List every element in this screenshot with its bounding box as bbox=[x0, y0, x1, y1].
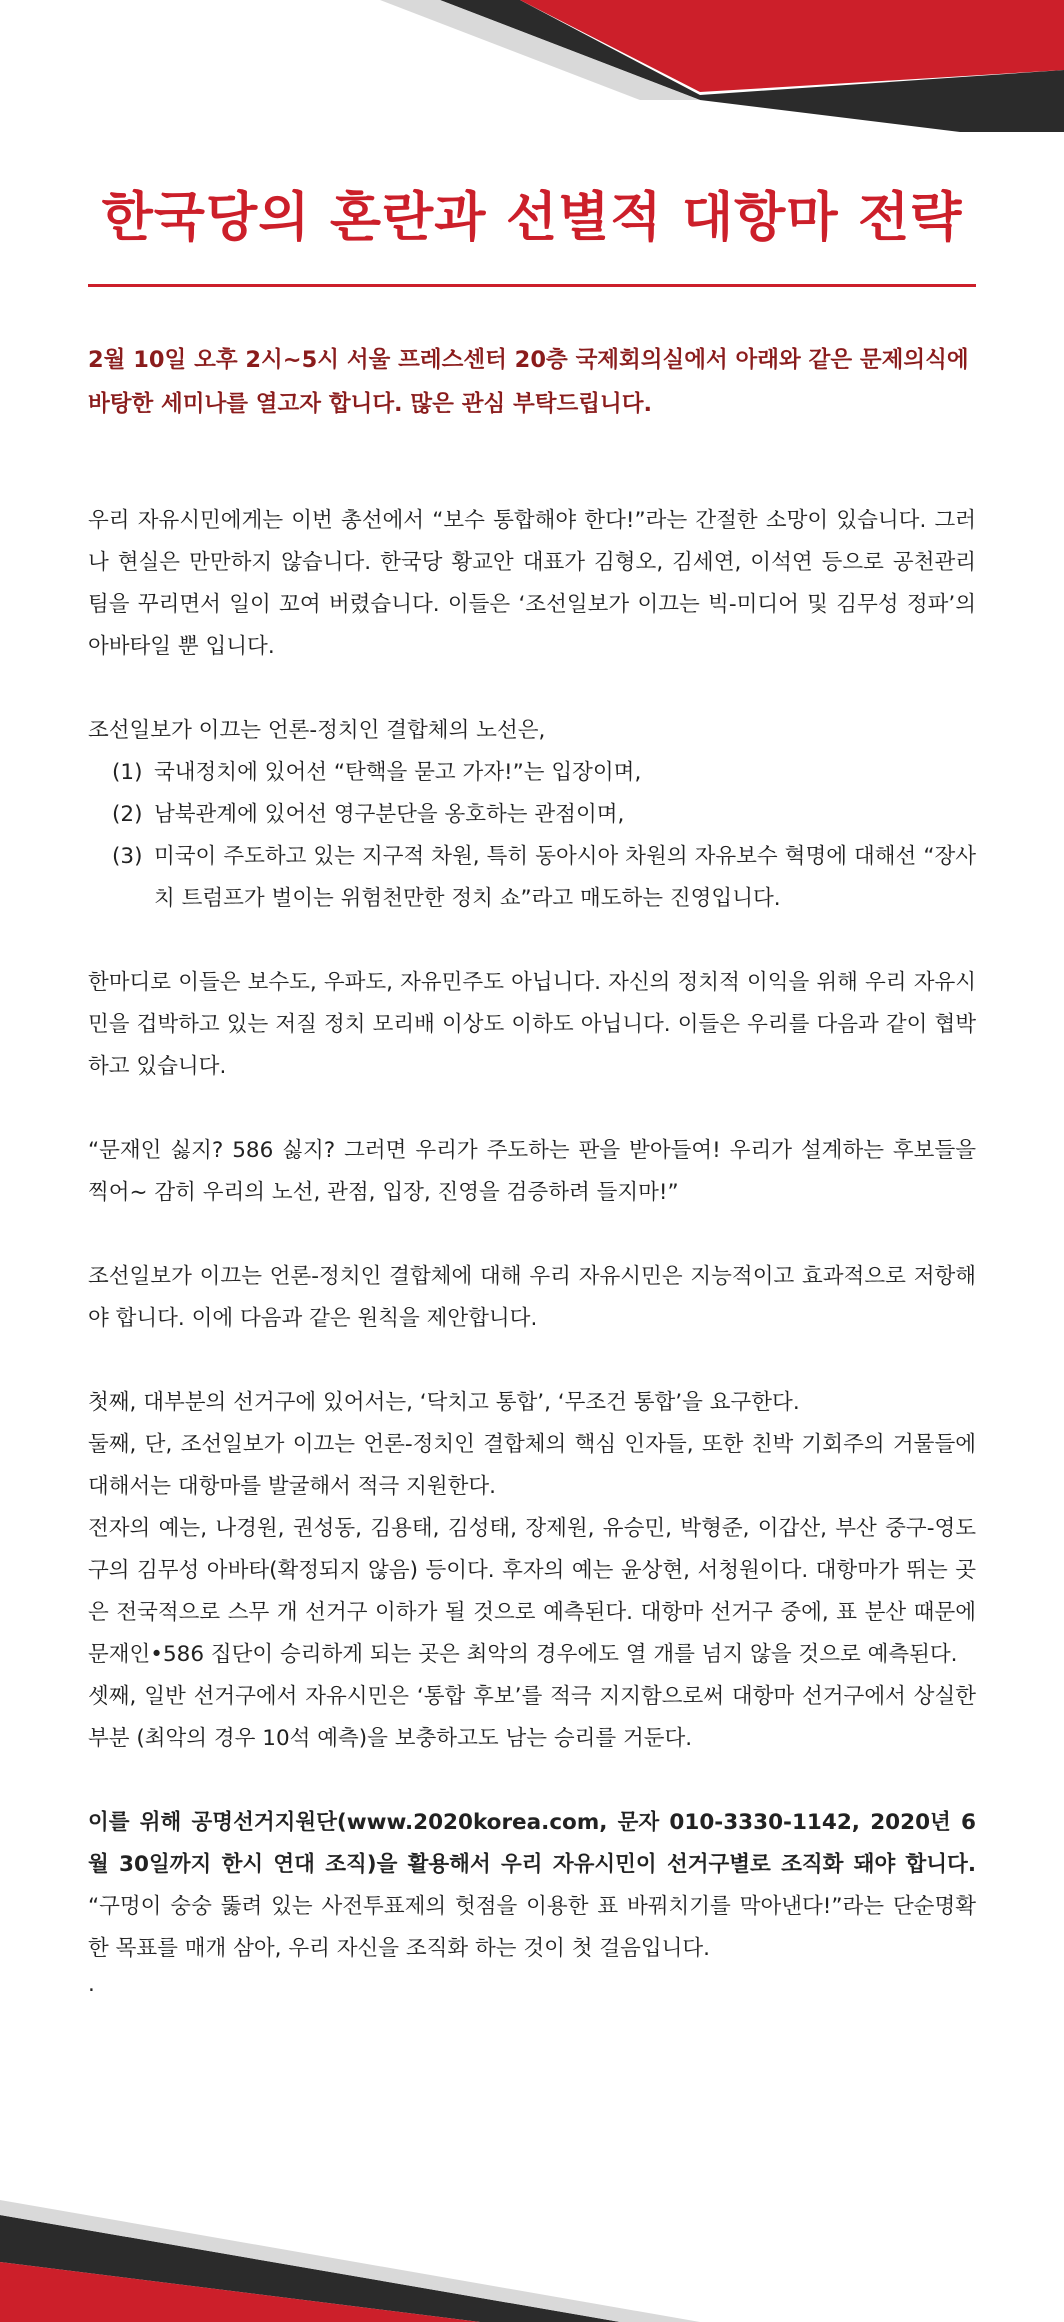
paragraph-line-intro: 조선일보가 이끄는 언론-정치인 결합체의 노선은, bbox=[88, 718, 546, 743]
trailing-dot: . bbox=[88, 1972, 95, 1997]
bottom-light-stripe bbox=[0, 2200, 700, 2322]
principle-second: 둘째, 단, 조선일보가 이끄는 언론-정치인 결합체의 핵심 인자들, 또한 친박 기회주의 거물들에 대해서는 대항마를 발굴해서 적극 지원한다. bbox=[88, 1432, 976, 1499]
principle-third: 셋째, 일반 선거구에서 자유시민은 ‘통합 후보’를 적극 지지함으로써 대항마 선거구에서 상실한 부분 (최악의 경우 10석 예측)을 보충하고도 남는 승리를 거둔다. bbox=[88, 1684, 976, 1751]
bottom-red-stripe bbox=[0, 2262, 480, 2322]
top-light-stripe bbox=[380, 0, 700, 100]
call-to-action-rest: “구멍이 숭숭 뚫려 있는 사전투표제의 헛점을 이용한 표 바꿔치기를 막아낸다!”라는 단순명확한 목표를 매개 삼아, 우리 자신을 조직화 하는 것이 첫 걸음입니다. bbox=[88, 1894, 976, 1961]
title-divider bbox=[88, 284, 976, 287]
paragraph-intro: 우리 자유시민에게는 이번 총선에서 “보수 통합해야 한다!”라는 간절한 소망이 있습니다. 그러나 현실은 만만하지 않습니다. 한국당 황교안 대표가 김형오, 김세연, 이석연 등으로 공천관리 팀을 꾸리면서 일이 꼬여 버렸습니다. 이들은 ‘조선일보가 이끄는 빅-미디어 및 김무성 정파’의 아바타일 뿐 입니다. bbox=[88, 508, 976, 659]
list-number: (2) bbox=[112, 802, 143, 827]
list-text: 남북관계에 있어선 영구분단을 옹호하는 관점이며, bbox=[154, 802, 625, 827]
article-body bbox=[88, 500, 976, 2000]
list-item bbox=[88, 836, 976, 920]
principle-examples: 전자의 예는, 나경원, 권성동, 김용태, 김성태, 장제원, 유승민, 박형준, 이갑산, 부산 중구-영도구의 김무성 아바타(확정되지 않음) 등이다. 후자의 예는 윤상현, 서청원이다. 대항마가 뛰는 곳은 전국적으로 스무 개 선거구 이하가 될 것으로 예측된다. 대항마 선거구 중에, 표 분산 때문에 문재인•586 집단이 승리하게 되는 곳은 최악의 경우에도 열 개를 넘지 않을 것으로 예측된다. bbox=[88, 1516, 976, 1667]
list-number: (1) bbox=[112, 760, 143, 785]
top-red-stripe bbox=[520, 0, 1064, 92]
list-text: 국내정치에 있어선 “탄핵을 묻고 가자!”는 입장이며, bbox=[154, 760, 642, 785]
call-to-action-bold: 이를 위해 공명선거지원단(www.2020korea.com, 문자 010-3330-1142, 2020년 6월 30일까지 한시 연대 조직)을 활용해서 우리 자유시민이 선거구별로 조직화 돼야 합니다. bbox=[88, 1810, 976, 1877]
paragraph-quote: “문재인 싫지? 586 싫지? 그러면 우리가 주도하는 판을 받아들여! 우리가 설계하는 후보들을 찍어~ 감히 우리의 노선, 관점, 입장, 진영을 검증하려 들지마!” bbox=[88, 1138, 976, 1205]
list-number: (3) bbox=[112, 844, 143, 869]
list-text: 미국이 주도하고 있는 지구적 차원, 특히 동아시아 차원의 자유보수 혁명에 대해선 “장사치 트럼프가 벌이는 위험천만한 정치 쇼”라고 매도하는 진영입니다. bbox=[154, 844, 976, 911]
seminar-notice: 2월 10일 오후 2시~5시 서울 프레스센터 20층 국제회의실에서 아래와 같은 문제의식에 바탕한 세미나를 열고자 합니다. 많은 관심 부탁드립니다. bbox=[88, 347, 969, 417]
bottom-dark-stripe bbox=[0, 2215, 620, 2322]
list-item bbox=[88, 794, 976, 836]
paragraph-resistance: 조선일보가 이끄는 언론-정치인 결합체에 대해 우리 자유시민은 지능적이고 효과적으로 저항해야 합니다. 이에 다음과 같은 원칙을 제안합니다. bbox=[88, 1264, 976, 1331]
top-dark-stripe bbox=[440, 0, 1064, 132]
line-list bbox=[88, 752, 976, 920]
paragraph-call-to-action bbox=[88, 1802, 976, 1970]
paragraph-summary: 한마디로 이들은 보수도, 우파도, 자유민주도 아닙니다. 자신의 정치적 이익을 위해 우리 자유시민을 겁박하고 있는 저질 정치 모리배 이상도 이하도 아닙니다. 이들은 우리를 다음과 같이 협박하고 있습니다. bbox=[88, 970, 976, 1079]
list-item bbox=[88, 752, 976, 794]
principles-block bbox=[88, 1382, 976, 1760]
principle-first: 첫째, 대부분의 선거구에 있어서는, ‘닥치고 통합’, ‘무조건 통합’을 요구한다. bbox=[88, 1390, 800, 1415]
page-title: 한국당의 혼란과 선별적 대항마 전략 bbox=[101, 187, 963, 248]
